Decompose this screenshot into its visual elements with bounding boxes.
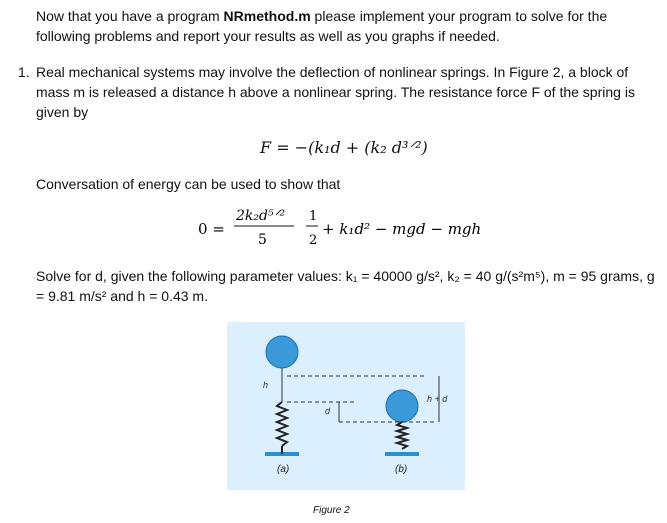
eq-frac-num: 2k₂d⁵ᐟ² xyxy=(236,208,286,224)
energy-equation xyxy=(198,204,518,256)
eq-frac-den: 5 xyxy=(258,232,267,248)
solve-text: Solve for d, given the following parameter values: k₁ = 40000 g/s², k₂ = 40 g/(s²m⁵), m = 95 grams, g = 9.81 m/s² and h = 0.43 m. xyxy=(36,268,655,304)
caption-a: (a) xyxy=(277,464,290,475)
figure-caption: Figure 2 xyxy=(313,505,350,516)
force-equation: F = −(k₁d + (k₂ d³ᐟ²) xyxy=(260,138,428,157)
intro-text: Now that you have a program NRmethod.m please implement your program to solve for the following problems and report your results as well as you graphs if needed. xyxy=(36,8,608,44)
block-b xyxy=(386,390,418,422)
figure-panel xyxy=(227,322,465,490)
label-h: h xyxy=(263,380,269,390)
energy-equation-svg xyxy=(198,204,518,252)
problem-number: 1. xyxy=(18,64,30,80)
label-hd: h + d xyxy=(427,394,448,404)
spring-a xyxy=(277,402,287,446)
eq-rest: + k₁d² − mgd − mgh xyxy=(322,220,482,238)
label-d: d xyxy=(325,406,331,416)
spring-b xyxy=(397,422,407,449)
eq-half-num: 1 xyxy=(309,209,318,224)
program-name: NRmethod.m xyxy=(223,8,311,24)
problem-text: Real mechanical systems may involve the deflection of nonlinear springs. In Figure 2, a block of mass m is released a distance h above a nonlinear spring. The resistance force F of the spring is given by xyxy=(36,64,635,120)
eq-lhs: 0 = xyxy=(198,220,225,238)
energy-text: Conversation of energy can be used to show that xyxy=(36,176,341,192)
block-a xyxy=(266,336,298,368)
spring-diagram xyxy=(227,322,465,490)
caption-b: (b) xyxy=(395,464,408,475)
eq-half-den: 2 xyxy=(309,233,318,248)
